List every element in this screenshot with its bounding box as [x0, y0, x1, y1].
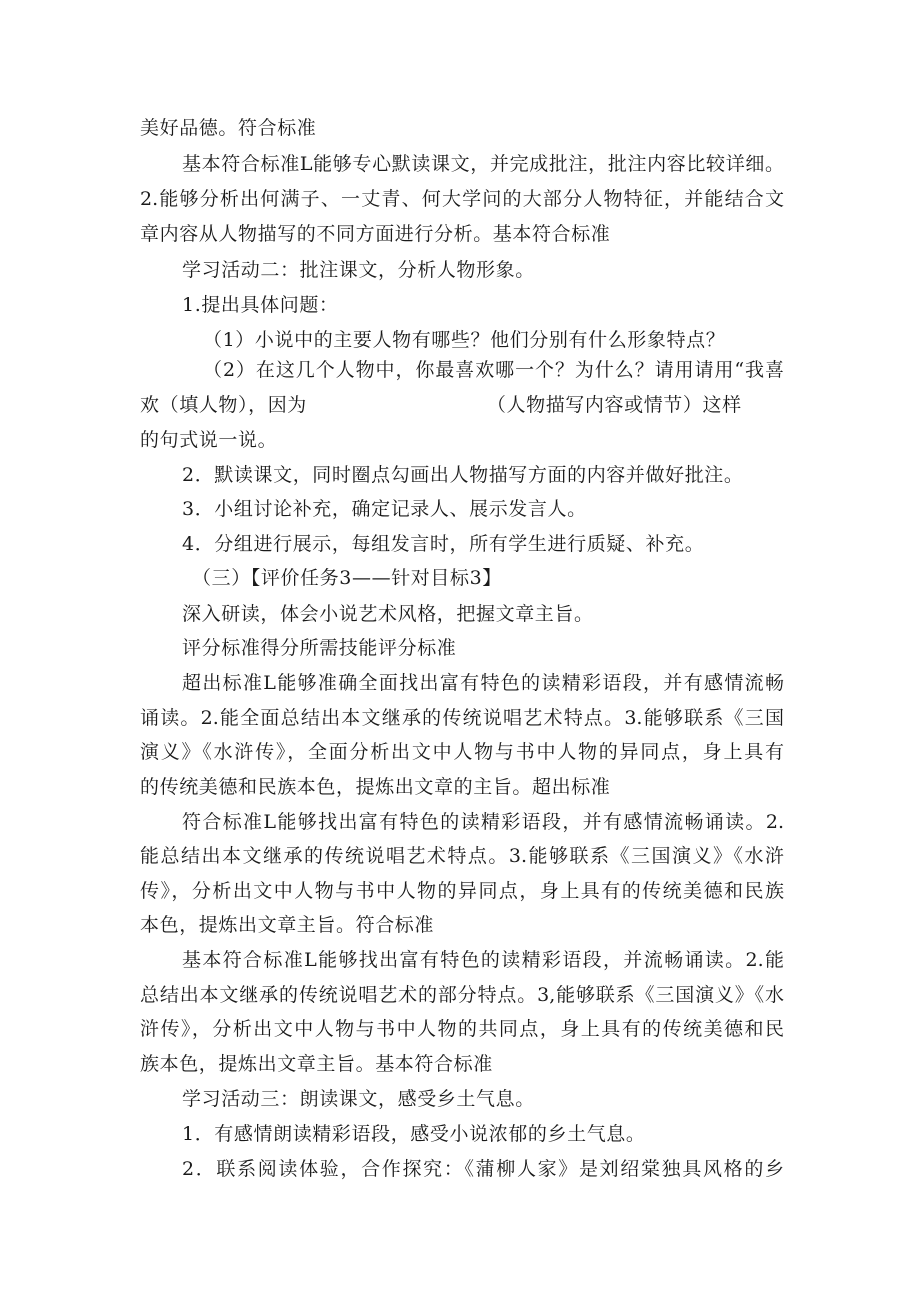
text-line: 诵读。2.能全面总结出本文继承的传统说唱艺术特点。3.能够联系《三国: [140, 707, 784, 729]
question-item: （1）小说中的主要人物有哪些？他们分别有什么形象特点？: [203, 329, 726, 351]
text-fragment: （人物描写内容或情节）这样: [486, 394, 742, 416]
text-line: 基本符合标准L能够找出富有特色的读精彩语段，并流畅诵读。2.能: [182, 949, 784, 971]
text-line: 族本色，提炼出文章主旨。基本符合标准: [140, 1053, 493, 1075]
text-line: 2.能够分析出何满子、一丈青、何大学问的大部分人物特征，并能结合文: [140, 188, 784, 210]
text-line: 浒传》，分析出文中人物与书中人物的共同点，身上具有的传统美德和民: [140, 1018, 784, 1040]
text-line: 深入研读，体会小说艺术风格，把握文章主旨。: [182, 603, 594, 625]
text-line: [140, 393, 742, 417]
list-item: 2．联系阅读体验，合作探究：《蒲柳人家》是刘绍棠独具风格的乡: [182, 1158, 784, 1180]
text-line: 本色，提炼出文章主旨。符合标准: [140, 914, 435, 936]
section-heading: 学习活动二：批注课文，分析人物形象。: [182, 259, 535, 281]
section-heading: （三）【评价任务3——针对目标3】: [192, 567, 502, 589]
text-line: 评分标准得分所需技能评分标准: [182, 637, 457, 659]
text-line: 章内容从人物描写的不同方面进行分析。基本符合标准: [140, 223, 611, 245]
list-item: 2．默读课文，同时圈点勾画出人物描写方面的内容并做好批注。: [182, 464, 744, 486]
list-item: 3．小组讨论补充，确定记录人、展示发言人。: [182, 498, 587, 520]
list-item: 4．分组进行展示，每组发言时，所有学生进行质疑、补充。: [182, 533, 705, 555]
text-line: 演义》《水浒传》，全面分析出文中人物与书中人物的异同点，身上具有: [140, 741, 784, 763]
text-line: 的句式说一说。: [140, 429, 278, 451]
text-line: 总结出本文继承的传统说唱艺术的部分特点。3,能够联系《三国演义》《水: [140, 984, 784, 1006]
text-line: 符合标准L能够找出富有特色的读精彩语段，并有感情流畅诵读。2.: [182, 811, 784, 833]
text-line: 1.提出具体问题：: [182, 294, 339, 316]
text-fragment: 欢（填人物），因为: [140, 394, 307, 416]
list-item: 1．有感情朗读精彩语段，感受小说浓郁的乡土气息。: [182, 1123, 646, 1145]
section-heading: 学习活动三：朗读课文，感受乡土气息。: [182, 1088, 535, 1110]
text-line: 传》，分析出文中人物与书中人物的异同点，身上具有的传统美德和民族: [140, 880, 784, 902]
text-line: 基本符合标准L能够专心默读课文，并完成批注，批注内容比较详细。: [182, 153, 784, 175]
text-line: 的传统美德和民族本色，提炼出文章的主旨。超出标准: [140, 776, 611, 798]
question-item: （2）在这几个人物中，你最喜欢哪一个？为什么？请用请用“我喜: [203, 359, 784, 381]
text-line: 美好品德。符合标准: [140, 117, 317, 139]
text-line: 超出标准L能够准确全面找出富有特色的读精彩语段，并有感情流畅: [182, 672, 784, 694]
text-line: 能总结出本文继承的传统说唱艺术特点。3.能够联系《三国演义》《水浒: [140, 845, 784, 867]
